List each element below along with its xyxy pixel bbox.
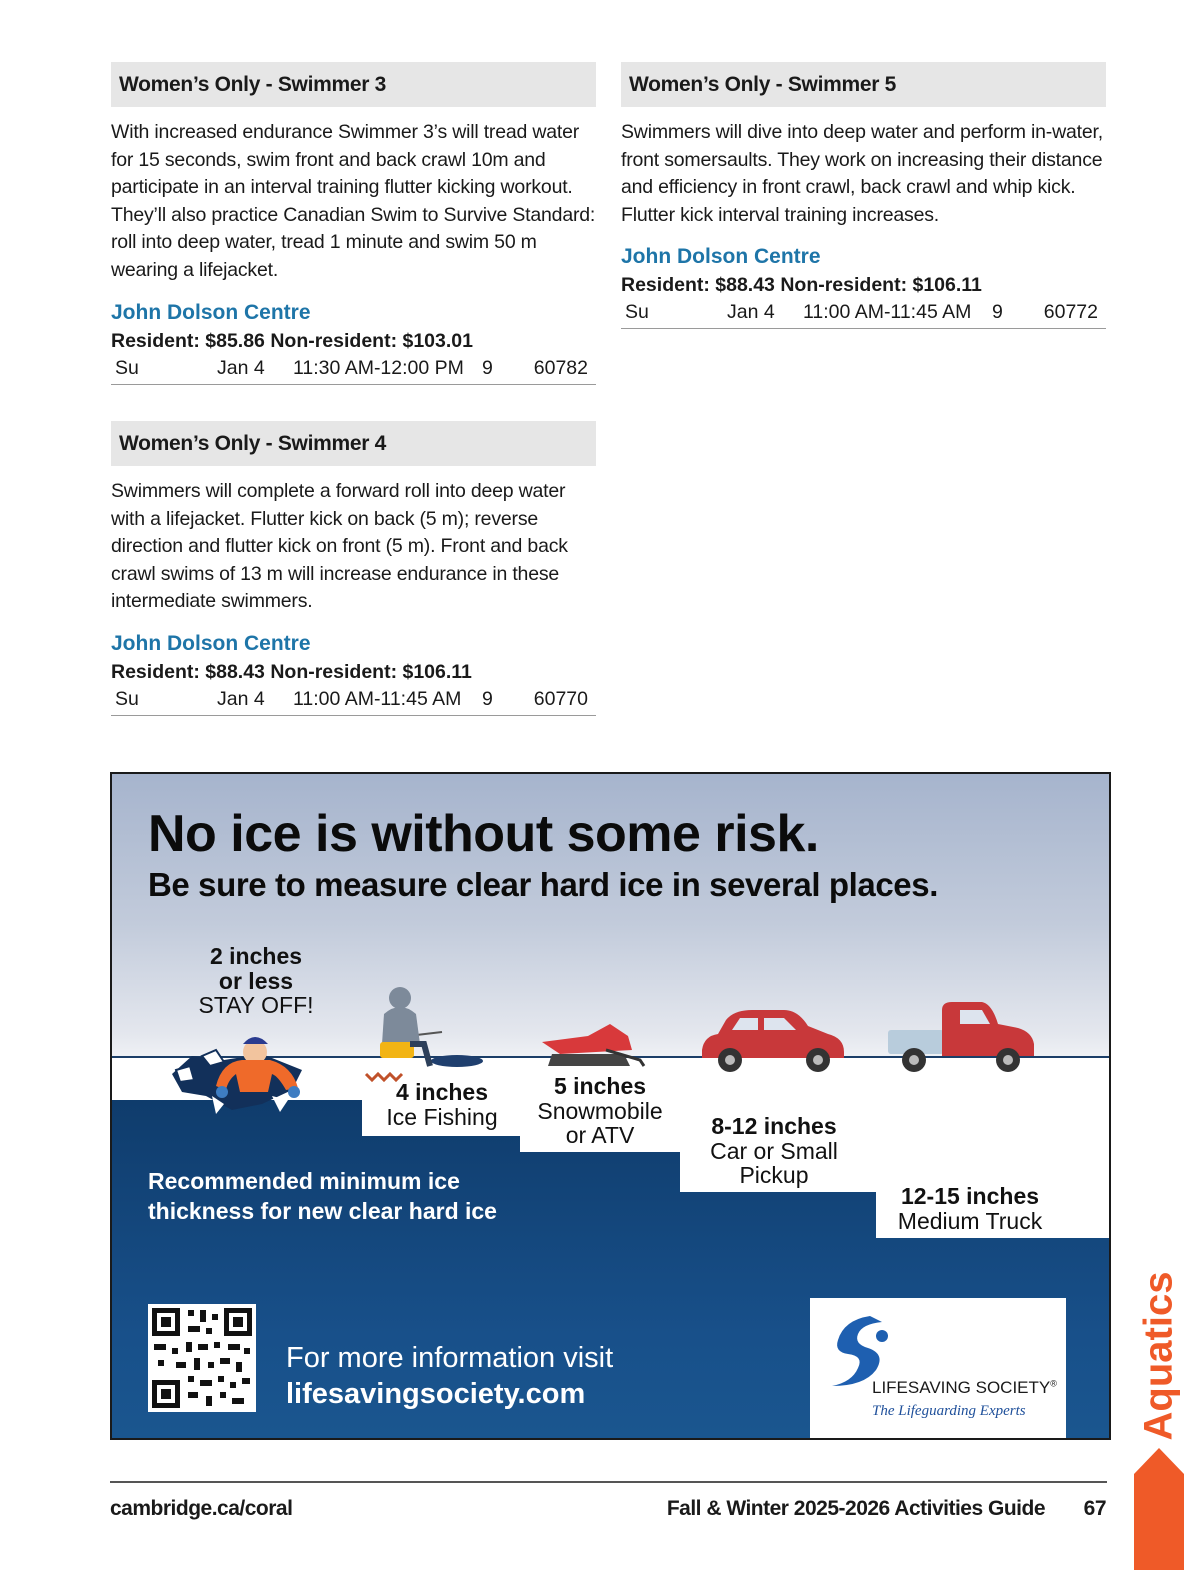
course-description: With increased endurance Swimmer 3’s will tread water for 15 seconds, swim front and back crawl 10m and participate in an interval training flutter kicking workout. They’ll also practice Canadian Swim to Survive Standard: roll into deep water, tread 1 minute and swim 50 m wearing a lifejacket.	[111, 121, 596, 281]
footer-divider	[110, 1481, 1107, 1483]
tier-5-inches	[537, 1074, 662, 1148]
tier-8-12-inches	[710, 1114, 838, 1188]
logo-name	[872, 1378, 1057, 1398]
session-date: Jan 4	[217, 356, 265, 379]
session-count: 9	[482, 356, 493, 379]
recommended-caption	[148, 1166, 497, 1226]
tier-2-inches	[198, 944, 313, 1018]
course-title: Women’s Only - Swimmer 4	[111, 421, 596, 466]
session-day: Su	[625, 301, 649, 324]
tier-4-inches	[386, 1080, 497, 1129]
ice-safety-ad	[110, 772, 1111, 1440]
course-fees: Resident: $85.86 Non-resident: $103.01	[111, 329, 473, 352]
ad-subheadline: Be sure to measure clear hard ice in several places.	[148, 866, 938, 903]
course-swimmer-5	[621, 62, 1106, 329]
tier-thickness: 12-15 inches	[900, 1183, 1040, 1209]
tier-use: Car or Small	[710, 1137, 838, 1164]
tier-use-2: Pickup	[739, 1162, 809, 1188]
logo-name-text: LIFESAVING SOCIETY	[872, 1378, 1051, 1397]
tier-use: Snowmobile	[537, 1097, 663, 1124]
session-time: 11:30 AM-12:00 PM	[293, 356, 464, 379]
course-description: Swimmers will dive into deep water and perform in-water, front somersaults. They work on increasing their distance and efficiency in front crawl, back crawl and whip kick. Flutter kick interval training increases.	[621, 121, 1103, 226]
course-code: 60770	[533, 687, 588, 710]
course-code: 60772	[1043, 301, 1098, 324]
section-tab-aquatics[interactable]: Aquatics	[1136, 1271, 1181, 1441]
ad-headline: No ice is without some risk.	[148, 805, 819, 863]
truck-icon	[888, 1002, 1034, 1072]
tier-thickness: 5 inches	[553, 1073, 647, 1099]
session-count: 9	[992, 301, 1003, 324]
logo-tagline: The Lifeguarding Experts	[872, 1403, 1026, 1419]
qr-code[interactable]	[148, 1304, 256, 1412]
session-row	[111, 353, 596, 385]
course-location: John Dolson Centre	[621, 245, 821, 269]
tier-use: Ice Fishing	[386, 1103, 498, 1130]
tier-12-15-inches	[898, 1184, 1042, 1233]
course-fees: Resident: $88.43 Non-resident: $106.11	[111, 660, 472, 683]
session-day: Su	[115, 687, 139, 710]
session-date: Jan 4	[217, 687, 265, 710]
section-tab-shape	[1134, 1448, 1184, 1570]
recommended-line-1: Recommended minimum ice	[148, 1168, 460, 1194]
tier-line2: or less	[218, 967, 294, 994]
course-location: John Dolson Centre	[111, 631, 311, 655]
session-row	[111, 684, 596, 716]
tier-thickness: 8-12 inches	[711, 1113, 837, 1139]
guide-title: Fall & Winter 2025-2026 Activities Guide	[666, 1497, 1045, 1520]
tier-thickness: 2 inches	[209, 943, 303, 969]
course-swimmer-4	[111, 421, 596, 716]
car-icon	[702, 1010, 844, 1072]
session-row	[621, 297, 1106, 329]
course-code: 60782	[533, 356, 588, 379]
recommended-line-2: thickness for new clear hard ice	[148, 1198, 497, 1224]
tier-use-2: or ATV	[565, 1122, 635, 1148]
more-info	[286, 1340, 613, 1412]
registered-mark: ®	[1050, 1378, 1057, 1389]
session-time: 11:00 AM-11:45 AM	[293, 687, 462, 710]
course-title: Women’s Only - Swimmer 5	[621, 62, 1106, 107]
tier-use: Medium Truck	[897, 1207, 1043, 1234]
course-fees: Resident: $88.43 Non-resident: $106.11	[621, 274, 982, 297]
lifesaving-society-logo	[810, 1298, 1066, 1438]
page-number: 67	[1083, 1497, 1106, 1520]
snowmobile-icon	[542, 1024, 644, 1066]
session-day: Su	[115, 356, 139, 379]
tier-warning: STAY OFF!	[198, 992, 314, 1018]
session-time: 11:00 AM-11:45 AM	[803, 301, 972, 324]
qr-code-graphic	[148, 1304, 256, 1412]
more-info-text: For more information visit	[286, 1342, 614, 1374]
course-swimmer-3	[111, 62, 596, 385]
ice-fisher-icon	[366, 987, 483, 1080]
course-location: John Dolson Centre	[111, 300, 311, 324]
course-description: Swimmers will complete a forward roll into deep water with a lifejacket. Flutter kick on back (5 m); reverse direction and flutter kick on front (5 m). Front and back crawl swims of 13 m will increase endurance in these intermediate swimmers.	[111, 480, 568, 613]
footer-url[interactable]: cambridge.ca/coral	[110, 1497, 293, 1520]
website-link[interactable]: lifesavingsociety.com	[286, 1378, 586, 1410]
session-date: Jan 4	[727, 301, 775, 324]
session-count: 9	[482, 687, 493, 710]
course-title: Women’s Only - Swimmer 3	[111, 62, 596, 107]
tier-thickness: 4 inches	[395, 1079, 489, 1105]
